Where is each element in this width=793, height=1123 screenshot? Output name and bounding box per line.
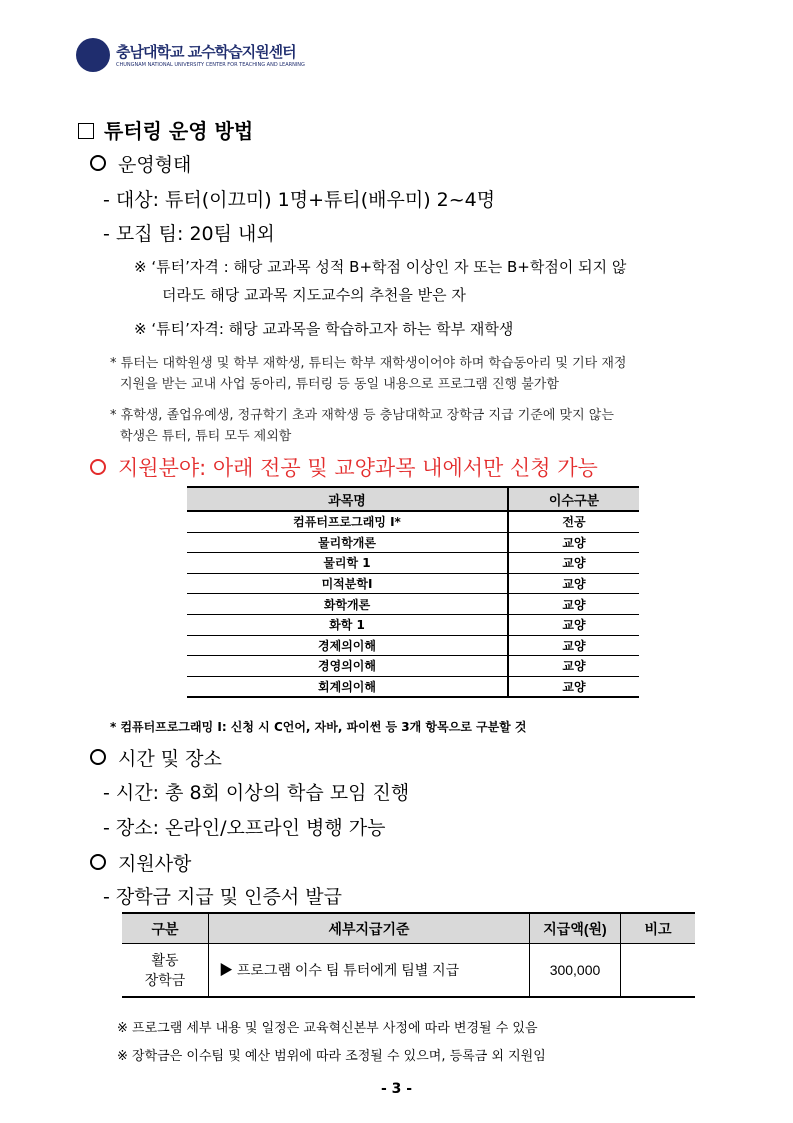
field-heading: 지원분야: 아래 전공 및 교양과목 내에서만 신청 가능: [90, 452, 598, 482]
support-heading: 지원사항: [90, 849, 191, 876]
circle-bullet-icon: [90, 749, 106, 765]
subject-name: 물리학 1: [187, 553, 508, 574]
subject-table: [187, 486, 639, 698]
field-footnote: * 컴퓨터프로그래밍 I: 신청 시 C언어, 자바, 파이썬 등 3개 항목으로 구분할 것: [110, 720, 527, 734]
tutor-qualification-line2: 더라도 해당 교과목 지도교수의 추천을 받은 자: [162, 286, 466, 304]
header-criteria: 세부지급기준: [209, 913, 530, 944]
table-row: [187, 676, 639, 697]
operation-heading: 운영형태: [90, 150, 191, 177]
support-note2: ※ 장학금은 이수팀 및 예산 범위에 따라 조정될 수 있으며, 등록금 외 지원임: [117, 1049, 546, 1064]
remark-cell: [621, 944, 696, 998]
place-line: - 장소: 온라인/오프라인 병행 가능: [103, 817, 386, 839]
support-sub: - 장학금 지급 및 인증서 발급: [103, 886, 342, 908]
table-row: [187, 614, 639, 635]
section-title: 튜터링 운영 방법: [78, 115, 253, 144]
amount-cell: 300,000: [530, 944, 621, 998]
circle-bullet-icon: [90, 459, 106, 475]
subject-name: 컴퓨터프로그래밍 I*: [187, 511, 508, 532]
subject-type: 교양: [508, 594, 639, 615]
logo-subtitle: CHUNGNAM NATIONAL UNIVERSITY CENTER FOR TEACHING AND LEARNING: [116, 62, 305, 68]
tutee-qualification: ※ ‘튜티’자격: 해당 교과목을 학습하고자 하는 학부 재학생: [134, 320, 514, 338]
square-bullet-icon: [78, 123, 94, 139]
subject-type: 교양: [508, 532, 639, 553]
note1-line1: * 튜터는 대학원생 및 학부 재학생, 튜티는 학부 재학생이어야 하며 학습동아리 및 기타 재정: [110, 356, 627, 371]
subject-type: 교양: [508, 676, 639, 697]
target-line: - 대상: 튜터(이끄미) 1명+튜티(배우미) 2~4명: [103, 189, 496, 211]
subject-name: 미적분학I: [187, 573, 508, 594]
subject-name: 경영의이해: [187, 656, 508, 677]
time-line: - 시간: 총 8회 이상의 학습 모임 진행: [103, 782, 410, 804]
category-cell: 활동 장학금: [122, 944, 209, 998]
university-emblem-icon: [76, 38, 110, 72]
note1-line2: 지원을 받는 교내 사업 동아리, 튜터링 등 동일 내용으로 프로그램 진행 불가함: [120, 377, 559, 392]
subject-name: 화학 1: [187, 614, 508, 635]
subject-type: 교양: [508, 635, 639, 656]
criteria-cell: ▶ 프로그램 이수 팀 튜터에게 팀별 지급: [209, 944, 530, 998]
subject-name: 경제의이해: [187, 635, 508, 656]
logo-title: 충남대학교 교수학습지원센터: [116, 43, 296, 61]
table-row: [187, 656, 639, 677]
time-place-heading: 시간 및 장소: [90, 744, 222, 771]
subject-name: 물리학개론: [187, 532, 508, 553]
subject-name: 회계의이해: [187, 676, 508, 697]
header-logo: [76, 38, 305, 74]
tutor-qualification-line1: ※ ‘튜터’자격 : 해당 교과목 성적 B+학점 이상인 자 또는 B+학점이 되지 않: [134, 258, 627, 276]
subject-name: 화학개론: [187, 594, 508, 615]
subject-type: 교양: [508, 656, 639, 677]
subject-type: 교양: [508, 573, 639, 594]
header-remark: 비고: [621, 913, 696, 944]
subject-type: 교양: [508, 553, 639, 574]
header-category: 구분: [122, 913, 209, 944]
table-row: [187, 553, 639, 574]
recruit-line: - 모집 팀: 20팀 내외: [103, 223, 275, 245]
note2-line2: 학생은 튜터, 튜티 모두 제외함: [120, 429, 292, 444]
subject-type: 전공: [508, 511, 639, 532]
table-header-row: [122, 913, 695, 944]
table-row: [187, 635, 639, 656]
note2-line1: * 휴학생, 졸업유예생, 정규학기 초과 재학생 등 충남대학교 장학금 지급 기준에 맞지 않는: [110, 408, 614, 423]
page-number: - 3 -: [380, 1081, 413, 1097]
table-row: [187, 511, 639, 532]
support-note1: ※ 프로그램 세부 내용 및 일정은 교육혁신본부 사정에 따라 변경될 수 있음: [117, 1021, 538, 1036]
scholarship-table: [122, 912, 695, 998]
table-row: [187, 594, 639, 615]
table-header-row: [187, 487, 639, 511]
header-type: 이수구분: [508, 487, 639, 511]
table-row: [187, 532, 639, 553]
header-amount: 지급액(원): [530, 913, 621, 944]
circle-bullet-icon: [90, 854, 106, 870]
header-subject: 과목명: [187, 487, 508, 511]
subject-type: 교양: [508, 614, 639, 635]
circle-bullet-icon: [90, 155, 106, 171]
table-row: [187, 573, 639, 594]
table-row: [122, 944, 695, 998]
